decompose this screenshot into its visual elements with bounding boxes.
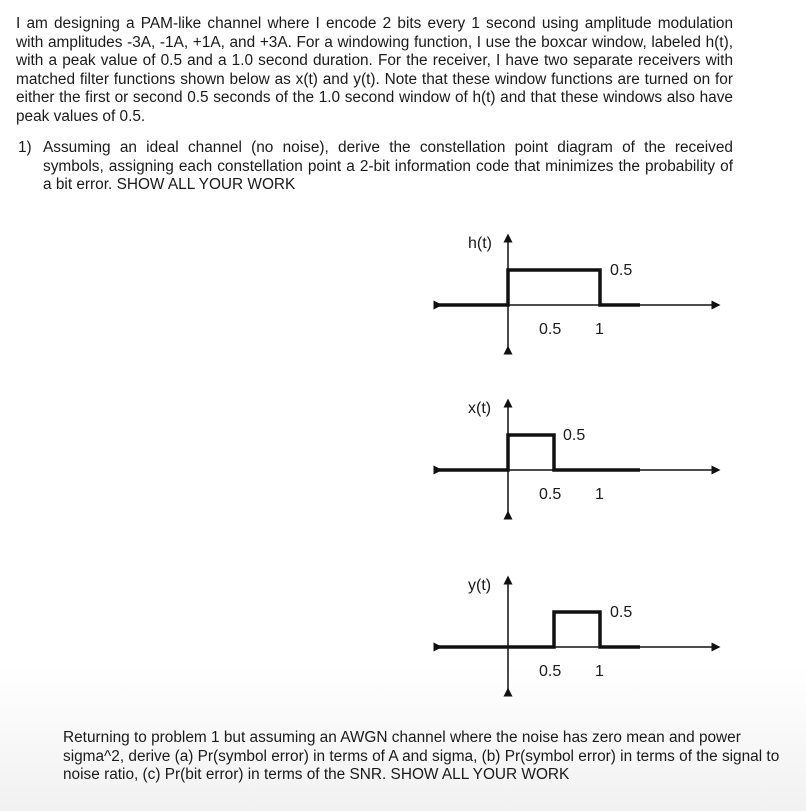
plot-h-peak-label: 0.5 <box>610 262 633 279</box>
plot-h <box>430 228 730 358</box>
plot-x-ylabel: x(t) <box>468 400 492 417</box>
question-1-number: 1) <box>18 139 32 156</box>
plot-y-ylabel: y(t) <box>468 577 492 594</box>
plot-x <box>430 393 730 523</box>
question-2-text: Returning to problem 1 but assuming an AWGN channel where the noise has zero mean and power sigma^2, derive (a) Pr(symbol error) in terms of A and sigma, (b) Pr(symbol error) in terms of the signal to noise ratio, (c) Pr(bit error) in terms of the SNR. SHOW ALL YOUR WORK <box>63 729 780 784</box>
question-1-text: Assuming an ideal channel (no noise), derive the constellation point diagram of the received symbols, assigning each constellation point a 2-bit information code that minimizes the probability of a bit error. SHOW ALL YOUR WORK <box>43 139 733 194</box>
plot-h-tick-label-2: 1 <box>595 321 604 338</box>
plot-h-ylabel: h(t) <box>468 235 492 252</box>
plot-h-tick-label-1: 0.5 <box>539 321 562 338</box>
plot-y-tick-label-1: 0.5 <box>539 663 562 680</box>
plot-y-peak-label: 0.5 <box>610 604 633 621</box>
plot-x-tick-label-1: 0.5 <box>539 486 562 503</box>
intro-paragraph: I am designing a PAM-like channel where I encode 2 bits every 1 second using amplitude modulation with amplitudes -3A, -1A, +1A, and +3A. For a windowing function, I use the boxcar window, labeled h(t), with a peak value of 0.5 and a 1.0 second duration. For the receiver, I have two separate receivers with matched filter functions shown below as x(t) and y(t). Note that these window functions are turned on for either the first or second 0.5 seconds of the 1.0 second window of h(t) and that these windows also have peak values of 0.5. <box>16 15 733 125</box>
plot-x-tick-label-2: 1 <box>595 486 604 503</box>
plot-y <box>430 570 730 700</box>
plot-x-pulse <box>438 435 640 470</box>
plot-x-peak-label: 0.5 <box>563 427 586 444</box>
plot-y-tick-label-2: 1 <box>595 663 604 680</box>
